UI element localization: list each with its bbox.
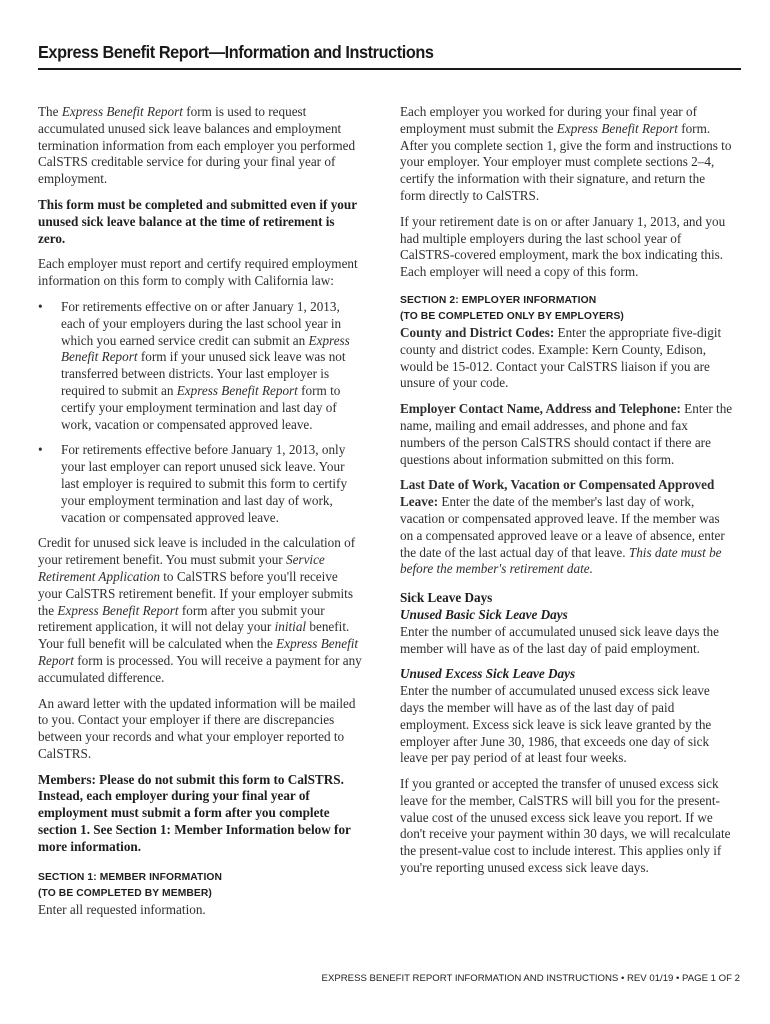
excess-sick-leave-heading: Unused Excess Sick Leave Days: [400, 666, 576, 682]
award-letter-paragraph: An award letter with the updated information will be mailed to you. Contact your employer if there are discrepancies between your records and what your employer reported to CalSTRS.: [38, 695, 356, 761]
right-column: [400, 104, 733, 886]
each-employer-paragraph: Each employer must report and certify required employment information on this form to comply with California law:: [38, 256, 358, 289]
section2-heading: SECTION 2: EMPLOYER INFORMATION: [400, 294, 597, 306]
must-complete-notice: This form must be completed and submitted even if your unused sick leave balance at the time of retirement is zero.: [38, 196, 357, 246]
bullet-icon: •: [38, 442, 43, 458]
members-notice: Members: Please do not submit this form to CalSTRS. Instead, each employer during your final year of employment must submit a form after you complete section 1. See Section 1: Member Information below for more information.: [38, 771, 351, 854]
credit-paragraph: Credit for unused sick leave is included in the calculation of your retirement benefit. You must submit your Service Retirement Application to CalSTRS before you'll receive your CalSTRS retirement benefit. If your employer submits the Express Benefit Report form after you submit your retirement application, it will not delay your initial benefit. Your full benefit will be calculated when the Express Benefit Report form is processed. You will receive a payment for any accumulated difference.: [38, 535, 362, 685]
section1-heading: SECTION 1: MEMBER INFORMATION: [38, 871, 223, 883]
retirement-rules-list: [38, 299, 364, 526]
county-district-paragraph: County and District Codes: Enter the appropriate five-digit county and district codes. Example: Kern County, Edison, would be 15-012. Contact your CalSTRS liaison if you are unsure of your code.: [400, 324, 722, 391]
bullet-icon: •: [38, 298, 43, 314]
list-item: • For retirements effective on or after January 1, 2013, each of your employers during the last school year in which you earned service credit can submit an Express Benefit Report form if your unused sick leave was not transferred between districts. Your last employer is required to submit an Express Benefit Report form to certify your employment termination and last day of work, vacation or compensated approved leave.: [38, 298, 350, 432]
basic-sick-leave-text: Enter the number of accumulated unused sick leave days the member will have as of the last day of paid employment.: [400, 623, 719, 656]
multiple-employers-paragraph: If your retirement date is on or after January 1, 2013, and you had multiple employers during the last school year of CalSTRS-covered employment, mark the box indicating this. Each employer will need a copy of this form.: [400, 213, 726, 280]
excess-sick-leave-text: Enter the number of accumulated unused excess sick leave days the member will have as of the last day of paid employment. Excess sick leave is sick leave granted by the employer after June 30, 1986, that exceeds one day of sick leave per pay period of at least four weeks.: [400, 683, 712, 766]
section1-text: Enter all requested information.: [38, 901, 206, 917]
basic-sick-leave-heading: Unused Basic Sick Leave Days: [400, 606, 568, 622]
intro-paragraph: The Express Benefit Report form is used to request accumulated unused sick leave balances and employment termination information from each employer you performed CalSTRS creditable service for during your final year of employment.: [38, 104, 356, 187]
last-date-paragraph: Last Date of Work, Vacation or Compensated Approved Leave: Enter the date of the member's last day of work, vacation or compensated approved leave. If the member was on a compensated approved leave or a leave of absence, enter the date of the last actual day of that leave. This date must be before the member's retirement date.: [400, 477, 725, 577]
list-item: • For retirements effective before January 1, 2013, only your last employer can report unused sick leave. Your last employer is required to submit this form to certify your employment termination and last day of work, vacation or compensated approved leave.: [38, 442, 348, 525]
page-footer: EXPRESS BENEFIT REPORT INFORMATION AND INSTRUCTIONS • REV 01/19 • PAGE 1 OF 2: [321, 973, 740, 984]
employer-contact-paragraph: Employer Contact Name, Address and Telephone: Enter the name, mailing and email addresses, and phone and fax numbers of the person CalSTRS should contact if there are questions about information submitted on this form.: [400, 401, 733, 467]
each-worked-paragraph: Each employer you worked for during your final year of employment must submit the Express Benefit Report form. After you complete section 1, give the form and instructions to your employer. Your employer must complete sections 2–4, certify the information with their signature, and return the form directly to CalSTRS.: [400, 104, 732, 203]
page-title: Express Benefit Report—Information and Instructions: [38, 42, 434, 62]
title-divider: [38, 68, 741, 70]
left-column: [38, 104, 364, 927]
transfer-paragraph: If you granted or accepted the transfer of unused excess sick leave for the member, CalSTRS will bill you for the present-value cost of the unused excess sick leave you report. If we don't receive your payment within 30 days, we will recalculate the present-value cost to include interest. This applies only if you're reporting unused excess sick leave days.: [400, 776, 731, 876]
sick-leave-heading: Sick Leave Days: [400, 590, 493, 606]
section2-subheading: (TO BE COMPLETED ONLY BY EMPLOYERS): [400, 310, 624, 322]
section1-subheading: (TO BE COMPLETED BY MEMBER): [38, 887, 212, 899]
